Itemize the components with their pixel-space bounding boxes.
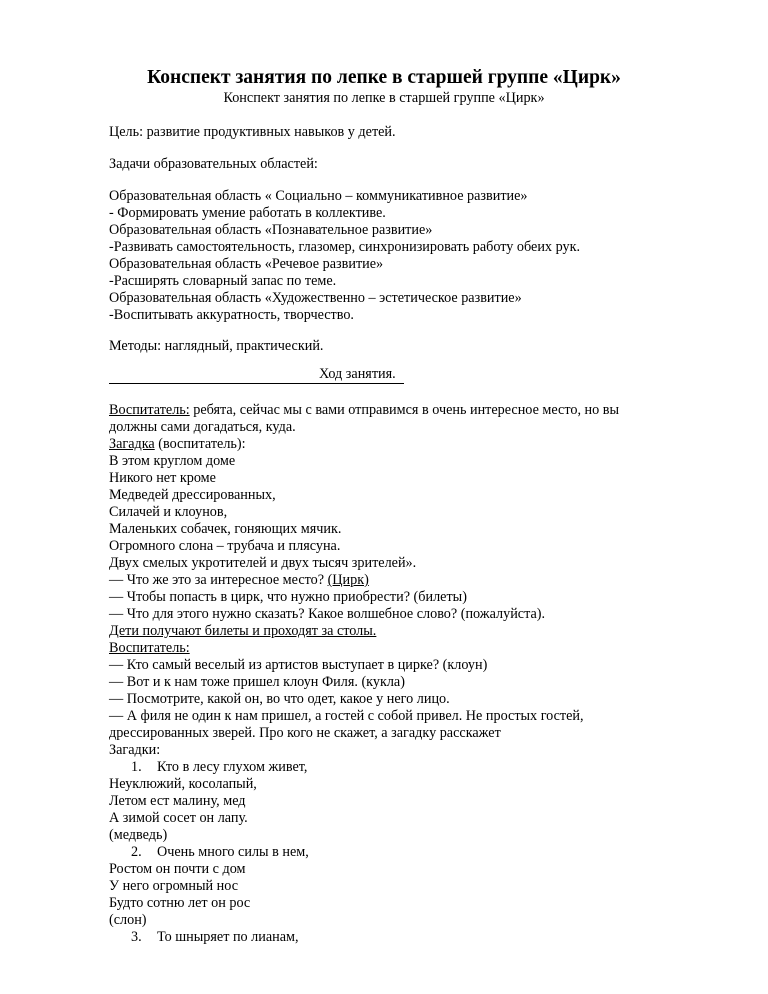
riddle-label: Загадка [109, 436, 155, 452]
riddle-answer: (слон) [109, 912, 147, 928]
dialog-line: — Вот и к нам тоже пришел клоун Филя. (кукла) [109, 674, 405, 690]
riddle-first-line: Кто в лесу глухом живет, [157, 759, 308, 775]
area-line: -Расширять словарный запас по теме. [109, 273, 337, 289]
area-line: - Формировать умение работать в коллективе. [109, 205, 386, 221]
riddle-line: Маленьких собачек, гоняющих мячик. [109, 521, 342, 537]
dialog-line: — А филя не один к нам пришел, а гостей с собой привел. Не простых гостей, [109, 708, 584, 724]
riddle-line: Никого нет кроме [109, 470, 216, 486]
riddle-heading [109, 436, 246, 453]
dialog-line: — Посмотрите, какой он, во что одет, какое у него лицо. [109, 691, 450, 707]
document-title: Конспект занятия по лепке в старшей группе «Цирк» [147, 67, 621, 88]
dialog-line: — Кто самый веселый из артистов выступает в цирке? (клоун) [109, 657, 488, 673]
area-line: -Воспитывать аккуратность, творчество. [109, 307, 354, 323]
riddle-line: Медведей дрессированных, [109, 487, 276, 503]
document-subtitle: Конспект занятия по лепке в старшей группе «Цирк» [223, 90, 545, 106]
riddle-item [109, 929, 299, 946]
riddle-line: Двух смелых укротителей и двух тысяч зрителей». [109, 555, 417, 571]
tasks-heading: Задачи образовательных областей: [109, 156, 318, 172]
riddle-answer: (медведь) [109, 827, 168, 843]
intro-line [109, 402, 619, 419]
dialog-line: дрессированных зверей. Про кого не скажет, а загадку расскажет [109, 725, 501, 741]
dialog-line: Загадки: [109, 742, 161, 758]
riddle-text-line: У него огромный нос [109, 878, 238, 894]
teacher-label-2: Воспитатель: [109, 640, 190, 656]
riddle-number: 2. [131, 844, 142, 860]
riddle-number: 1. [131, 759, 142, 775]
area-line: -Развивать самостоятельность, глазомер, синхронизировать работу обеих рук. [109, 239, 581, 255]
question-answer: (Цирк) [327, 572, 369, 588]
intro-text: ребята, сейчас мы с вами отправимся в очень интересное место, но вы [189, 402, 620, 418]
riddle-first-line: То шныряет по лианам, [157, 929, 299, 945]
riddle-text-line: Ростом он почти с дом [109, 861, 246, 877]
question-line: — Что для этого нужно сказать? Какое волшебное слово? (пожалуйста). [109, 606, 546, 622]
teacher-label: Воспитатель: [109, 402, 190, 418]
area-line: Образовательная область «Художественно – эстетическое развитие» [109, 290, 522, 306]
question-line [109, 572, 369, 589]
question-line: — Чтобы попасть в цирк, что нужно приобрести? (билеты) [109, 589, 467, 605]
area-line: Образовательная область «Познавательное развитие» [109, 222, 433, 238]
area-line: Образовательная область « Социально – коммуникативное развитие» [109, 188, 528, 204]
riddle-item [109, 844, 309, 861]
riddle-text-line: А зимой сосет он лапу. [109, 810, 248, 826]
area-line: Образовательная область «Речевое развитие» [109, 256, 384, 272]
methods-text: Методы: наглядный, практический. [109, 338, 324, 354]
intro-line-2: должны сами догадаться, куда. [109, 419, 296, 435]
riddle-text-line: Будто сотню лет он рос [109, 895, 251, 911]
riddle-line: В этом круглом доме [109, 453, 236, 469]
children-action: Дети получают билеты и проходят за столы. [109, 623, 377, 639]
goal-text: Цель: развитие продуктивных навыков у детей. [109, 124, 396, 140]
riddle-suffix: (воспитатель): [154, 436, 246, 452]
question-text: — Что же это за интересное место? [109, 572, 328, 588]
riddle-text-line: Летом ест малину, мед [109, 793, 246, 809]
course-heading [109, 366, 404, 384]
riddle-line: Силачей и клоунов, [109, 504, 228, 520]
riddle-first-line: Очень много силы в нем, [157, 844, 309, 860]
riddle-text-line: Неуклюжий, косолапый, [109, 776, 257, 792]
course-heading-label: Ход занятия. [319, 366, 396, 382]
riddle-item [109, 759, 307, 776]
riddle-number: 3. [131, 929, 142, 945]
riddle-line: Огромного слона – трубача и плясуна. [109, 538, 341, 554]
